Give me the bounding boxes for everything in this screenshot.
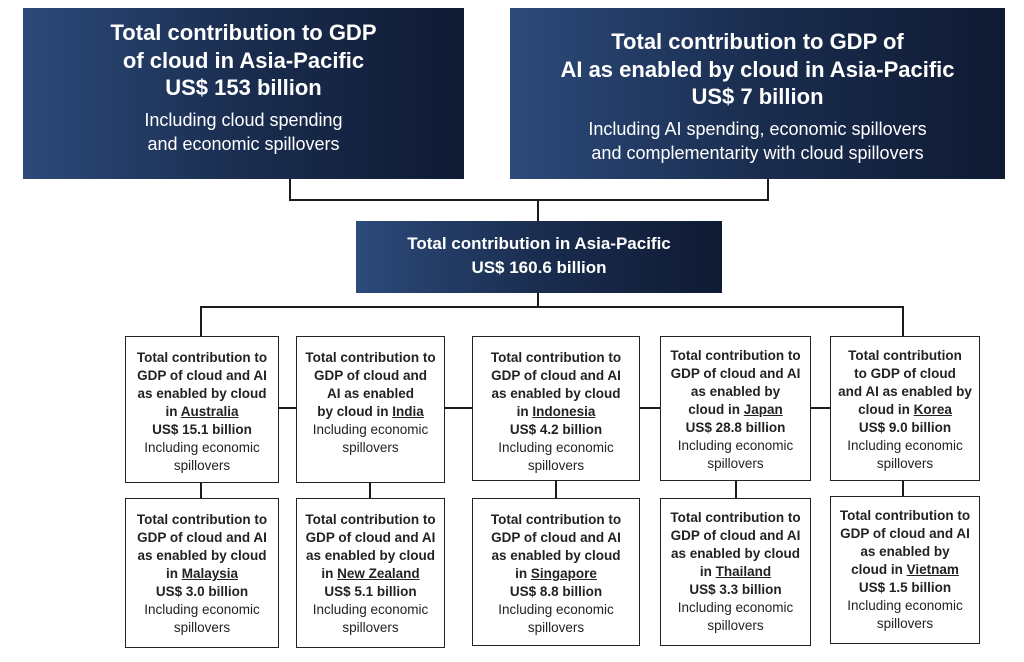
ai-gdp-subtitle: Including AI spending, economic spillovers and complementarity with cloud spillovers bbox=[588, 118, 927, 163]
country-box-malaysia bbox=[125, 498, 279, 648]
connector-line bbox=[369, 483, 371, 498]
country-amount: US$ 3.0 billion bbox=[155, 584, 249, 599]
country-box-vietnam bbox=[830, 496, 980, 644]
connector-line bbox=[902, 481, 904, 496]
country-name: Malaysia bbox=[181, 566, 239, 581]
country-note: Including economic spillovers bbox=[677, 600, 794, 633]
country-box-thailand bbox=[660, 498, 811, 646]
country-box-prefix: Total contribution to GDP of cloud and AI as enabled by cloud in bbox=[136, 350, 268, 419]
country-amount: US$ 1.5 billion bbox=[858, 580, 952, 595]
country-note: Including economic spillovers bbox=[847, 598, 963, 631]
connector-line bbox=[537, 200, 539, 221]
country-name: New Zealand bbox=[337, 566, 420, 581]
country-amount: US$ 3.3 billion bbox=[689, 582, 782, 597]
country-note: Including economic spillovers bbox=[312, 602, 429, 635]
country-amount: US$ 8.8 billion bbox=[509, 584, 603, 599]
country-name: Vietnam bbox=[906, 562, 959, 577]
country-name: Japan bbox=[743, 402, 783, 417]
connector-line bbox=[289, 199, 769, 201]
country-box-prefix: Total contribution to GDP of cloud and AI as enabled by cloud in bbox=[305, 512, 436, 581]
country-box-australia bbox=[125, 336, 279, 483]
country-amount: US$ 4.2 billion bbox=[509, 422, 603, 437]
country-box-new-zealand bbox=[296, 498, 445, 648]
country-box-prefix: Total contribution to GDP of cloud and AI as enabled by cloud in bbox=[490, 350, 622, 419]
connector-line bbox=[735, 481, 737, 498]
country-note: Including economic spillovers bbox=[144, 602, 260, 635]
country-note: Including economic spillovers bbox=[677, 438, 794, 471]
connector-line bbox=[902, 306, 904, 336]
country-amount: US$ 28.8 billion bbox=[685, 420, 786, 435]
country-name: Thailand bbox=[715, 564, 772, 579]
total-title: Total contribution in Asia-Pacific bbox=[407, 234, 671, 253]
country-amount: US$ 5.1 billion bbox=[324, 584, 417, 599]
country-box-singapore bbox=[472, 498, 640, 646]
country-name: India bbox=[392, 404, 424, 419]
country-note: Including economic spillovers bbox=[498, 602, 614, 635]
connector-line bbox=[200, 306, 904, 308]
ai-gdp-amount: US$ 7 billion bbox=[691, 84, 824, 109]
country-box-prefix: Total contribution to GDP of cloud and AI as enabled by cloud in bbox=[838, 348, 972, 417]
country-name: Korea bbox=[913, 402, 952, 417]
ai-gdp-title: Total contribution to GDP of AI as enabled by cloud in Asia-Pacific bbox=[560, 29, 955, 82]
cloud-gdp-box bbox=[23, 8, 464, 179]
connector-line bbox=[537, 293, 539, 307]
country-note: Including economic spillovers bbox=[847, 438, 963, 471]
country-box-prefix: Total contribution to GDP of cloud and AI as enabled by cloud in bbox=[670, 510, 801, 579]
connector-line bbox=[767, 179, 769, 200]
country-box-prefix: Total contribution to GDP of cloud and AI as enabled by cloud in bbox=[490, 512, 622, 581]
connector-line bbox=[200, 306, 202, 336]
connector-line bbox=[555, 481, 557, 498]
connector-line bbox=[200, 483, 202, 498]
country-box-prefix: Total contribution to GDP of cloud and AI as enabled by cloud in bbox=[839, 508, 971, 577]
country-box-korea bbox=[830, 336, 980, 481]
country-box-india bbox=[296, 336, 445, 483]
cloud-gdp-amount: US$ 153 billion bbox=[165, 75, 322, 100]
cloud-gdp-title: Total contribution to GDP of cloud in Asia-Pacific bbox=[110, 20, 377, 73]
ai-gdp-box bbox=[510, 8, 1005, 179]
country-box-prefix: Total contribution to GDP of cloud and AI as enabled by cloud in bbox=[670, 348, 801, 417]
country-name: Singapore bbox=[530, 566, 597, 581]
country-note: Including economic spillovers bbox=[312, 422, 429, 455]
country-box-indonesia bbox=[472, 336, 640, 481]
country-amount: US$ 9.0 billion bbox=[858, 420, 952, 435]
country-note: Including economic spillovers bbox=[144, 440, 260, 473]
country-box-japan bbox=[660, 336, 811, 481]
cloud-gdp-subtitle: Including cloud spending and economic spillovers bbox=[144, 109, 343, 154]
country-note: Including economic spillovers bbox=[498, 440, 614, 473]
country-box-prefix: Total contribution to GDP of cloud and AI as enabled by cloud in bbox=[136, 512, 268, 581]
total-amount: US$ 160.6 billion bbox=[471, 258, 607, 277]
country-amount: US$ 15.1 billion bbox=[152, 422, 252, 437]
country-name: Indonesia bbox=[532, 404, 596, 419]
country-name: Australia bbox=[180, 404, 239, 419]
total-asia-pacific-box bbox=[356, 221, 722, 293]
country-box-prefix: Total contribution to GDP of cloud and AI as enabled by cloud in bbox=[305, 350, 436, 419]
connector-line bbox=[289, 179, 291, 200]
